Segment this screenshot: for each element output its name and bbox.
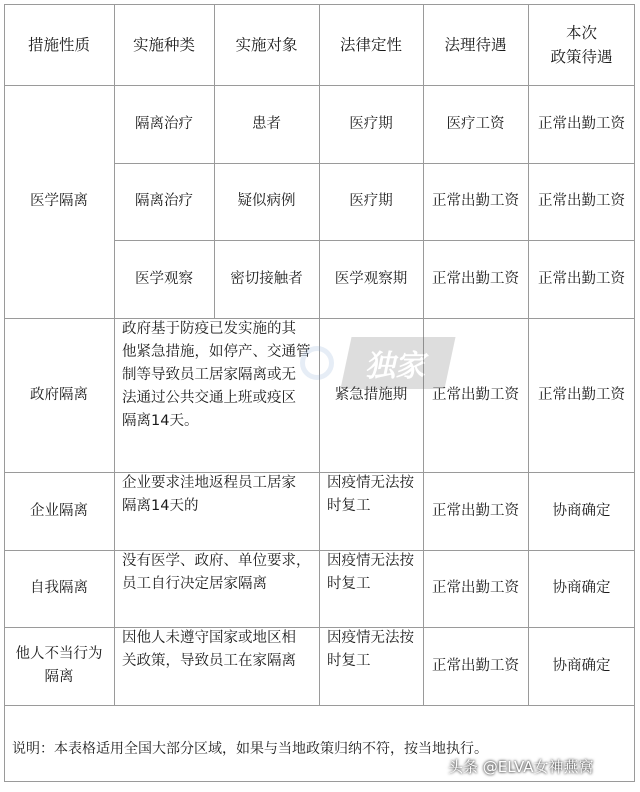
ent-policy-pay: 协商确定 <box>552 502 611 519</box>
header-measure-type: 措施性质 <box>27 35 90 54</box>
header-legal-pay: 法理待遇 <box>444 35 507 54</box>
r1-target: 患者 <box>252 115 281 132</box>
oth-legal <box>319 627 423 705</box>
group-others-line2: 隔离 <box>44 669 74 685</box>
r3-kind: 医学观察 <box>135 270 193 287</box>
self-desc-line: 没有医学、政府、单位要求， <box>122 553 311 569</box>
gov-desc-line: 法通过公共交通上班或疫区 <box>122 390 296 406</box>
watermark-circle-icon <box>300 346 334 380</box>
oth-legal-pay: 正常出勤工资 <box>432 657 519 674</box>
oth-legal-line: 时复工 <box>327 653 371 669</box>
r2-kind: 隔离治疗 <box>135 193 193 209</box>
gov-desc-line: 政府基于防疫已发实施的其 <box>122 321 296 337</box>
header-target: 实施对象 <box>235 35 298 54</box>
r1-legal: 医疗期 <box>349 115 393 132</box>
r3-policy-pay: 正常出勤工资 <box>538 270 625 287</box>
ent-legal-pay: 正常出勤工资 <box>432 502 519 519</box>
header-policy-pay-line2: 政策待遇 <box>550 47 613 66</box>
ent-legal-line: 时复工 <box>327 498 371 514</box>
oth-desc-line: 关政策，导致员工在家隔离 <box>122 653 296 669</box>
row-divider <box>4 705 635 706</box>
r1-kind: 隔离治疗 <box>135 115 193 132</box>
self-legal-pay: 正常出勤工资 <box>432 580 519 596</box>
group-medical-label: 医学隔离 <box>30 193 88 209</box>
ent-desc-line: 隔离14天的 <box>122 498 199 514</box>
table-note: 说明：本表格适用全国大部分区域，如果与当地政策归纳不符，按当地执行。 <box>12 741 488 757</box>
r2-legal: 医疗期 <box>349 193 393 209</box>
group-self-label: 自我隔离 <box>30 580 88 596</box>
watermark <box>300 338 510 388</box>
self-legal-line: 因疫情无法按 <box>327 553 414 569</box>
self-policy-pay: 协商确定 <box>552 580 611 596</box>
r1-policy-pay: 正常出勤工资 <box>538 115 625 132</box>
gov-desc-line: 制等导致员工居家隔离或无 <box>122 367 296 383</box>
header-implementation-kind: 实施种类 <box>132 35 195 54</box>
r1-legal-pay: 医疗工资 <box>446 115 505 132</box>
ent-description <box>114 472 319 550</box>
r2-target: 疑似病例 <box>237 193 296 209</box>
self-legal <box>319 550 423 627</box>
ent-legal <box>319 472 423 550</box>
gov-description <box>114 318 319 472</box>
gov-desc-line: 隔离14天。 <box>122 413 199 429</box>
gov-legal: 紧急措施期 <box>334 386 408 403</box>
header-policy-pay <box>528 4 635 85</box>
oth-legal-line: 因疫情无法按 <box>327 630 414 646</box>
gov-desc-line: 他紧急措施，如停产、交通管 <box>122 344 311 360</box>
self-legal-line: 时复工 <box>327 576 371 592</box>
r3-legal: 医学观察期 <box>334 270 408 287</box>
r3-target: 密切接触者 <box>230 270 303 287</box>
group-others-label <box>4 627 114 705</box>
group-enterprise-label: 企业隔离 <box>30 502 88 519</box>
self-description <box>114 550 319 627</box>
ent-desc-line: 企业要求洼地返程员工居家 <box>122 475 296 491</box>
gov-legal-pay: 正常出勤工资 <box>432 386 519 403</box>
r2-policy-pay: 正常出勤工资 <box>538 193 625 209</box>
gov-policy-pay: 正常出勤工资 <box>538 386 625 403</box>
group-government-label: 政府隔离 <box>30 386 88 403</box>
source-credit: 头条 @ELVA女神燕窝 <box>448 758 594 776</box>
oth-desc-line: 因他人未遵守国家或地区相 <box>122 630 296 646</box>
oth-policy-pay: 协商确定 <box>552 657 611 674</box>
self-desc-line: 员工自行决定居家隔离 <box>122 576 267 592</box>
r2-legal-pay: 正常出勤工资 <box>432 193 519 209</box>
header-policy-pay-line1: 本次 <box>565 23 597 42</box>
r3-legal-pay: 正常出勤工资 <box>432 270 519 287</box>
header-legal-status: 法律定性 <box>339 35 402 54</box>
watermark-text: 独家 <box>340 337 455 389</box>
ent-legal-line: 因疫情无法按 <box>327 475 414 491</box>
oth-description <box>114 627 319 705</box>
group-others-line1: 他人不当行为 <box>15 646 103 662</box>
